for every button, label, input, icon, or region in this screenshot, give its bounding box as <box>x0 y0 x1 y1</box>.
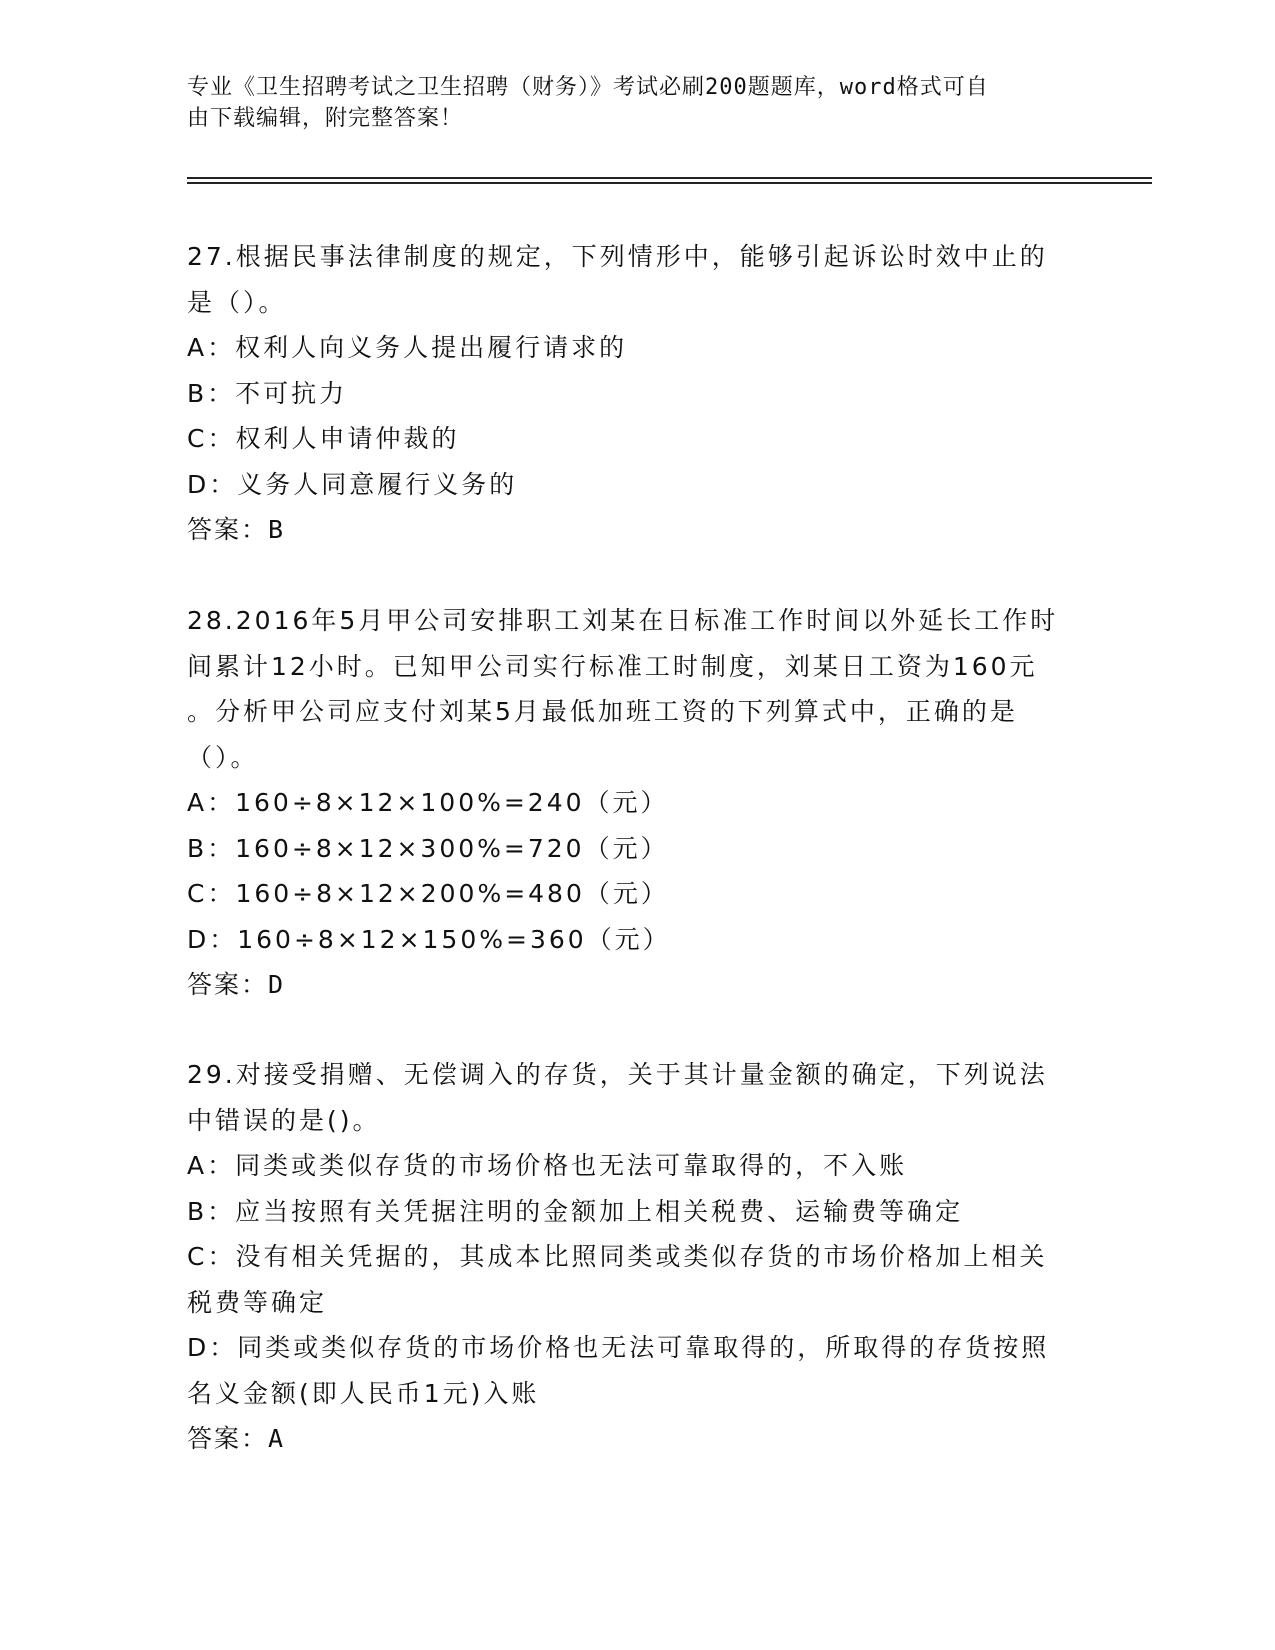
option-d: D：义务人同意履行义务的 <box>187 469 518 499</box>
answer-value: B <box>268 515 285 544</box>
option-a: A：权利人向义务人提出履行请求的 <box>187 333 628 362</box>
option-a: A：同类或类似存货的市场价格也无法可靠取得的，不入账 <box>187 1151 908 1180</box>
question-29 <box>187 1052 1087 1462</box>
header-divider-bottom <box>187 182 1152 184</box>
question-stem-line: 29.对接受捐赠、无偿调入的存货，关于其计量金额的确定，下列说法 <box>187 1060 1048 1089</box>
option-a: A：160÷8×12×100%=240（元） <box>187 788 669 817</box>
question-27 <box>187 234 1087 553</box>
answer-value: A <box>268 1424 285 1453</box>
option-b: B：不可抗力 <box>187 378 348 408</box>
answer-value: D <box>268 970 285 999</box>
answer-label: 答案： <box>187 970 269 999</box>
option-c: C：权利人申请仲裁的 <box>187 424 460 453</box>
header-divider-top <box>187 177 1152 179</box>
answer-label: 答案： <box>187 515 269 544</box>
question-stem-line: 27.根据民事法律制度的规定，下列情形中，能够引起诉讼时效中止的 <box>187 242 1048 271</box>
answer-line <box>187 1416 1087 1462</box>
question-stem-line: 中错误的是()。 <box>187 1105 381 1135</box>
question-stem-line: 。分析甲公司应支付刘某5月最低加班工资的下列算式中，正确的是 <box>187 697 1018 726</box>
question-stem-line: 是（）。 <box>187 287 287 317</box>
question-28 <box>187 598 1087 1008</box>
answer-line <box>187 962 1087 1008</box>
answer-line <box>187 507 1087 553</box>
option-c: C：160÷8×12×200%=480（元） <box>187 879 669 908</box>
option-d-continued: 名义金额(即人民币1元)入账 <box>187 1378 540 1408</box>
option-d: D：同类或类似存货的市场价格也无法可靠取得的，所取得的存货按照 <box>187 1333 1050 1362</box>
option-c: C：没有相关凭据的，其成本比照同类或类似存货的市场价格加上相关 <box>187 1242 1048 1271</box>
option-d: D：160÷8×12×150%=360（元） <box>187 924 671 954</box>
option-b: B：应当按照有关凭据注明的金额加上相关税费、运输费等确定 <box>187 1196 964 1226</box>
question-stem-line: （）。 <box>187 742 259 772</box>
document-header <box>187 72 1067 134</box>
header-line-2: 由下载编辑，附完整答案！ <box>187 106 464 131</box>
question-stem-line: 28.2016年5月甲公司安排职工刘某在日标准工作时间以外延长工作时 <box>187 606 1059 635</box>
option-b: B：160÷8×12×300%=720（元） <box>187 833 669 863</box>
answer-label: 答案： <box>187 1424 269 1453</box>
option-c-continued: 税费等确定 <box>187 1287 328 1317</box>
header-line-1: 专业《卫生招聘考试之卫生招聘（财务）》考试必刷200题题库，word格式可自 <box>187 75 989 100</box>
question-stem-line: 间累计12小时。已知甲公司实行标准工时制度，刘某日工资为160元 <box>187 651 1038 681</box>
